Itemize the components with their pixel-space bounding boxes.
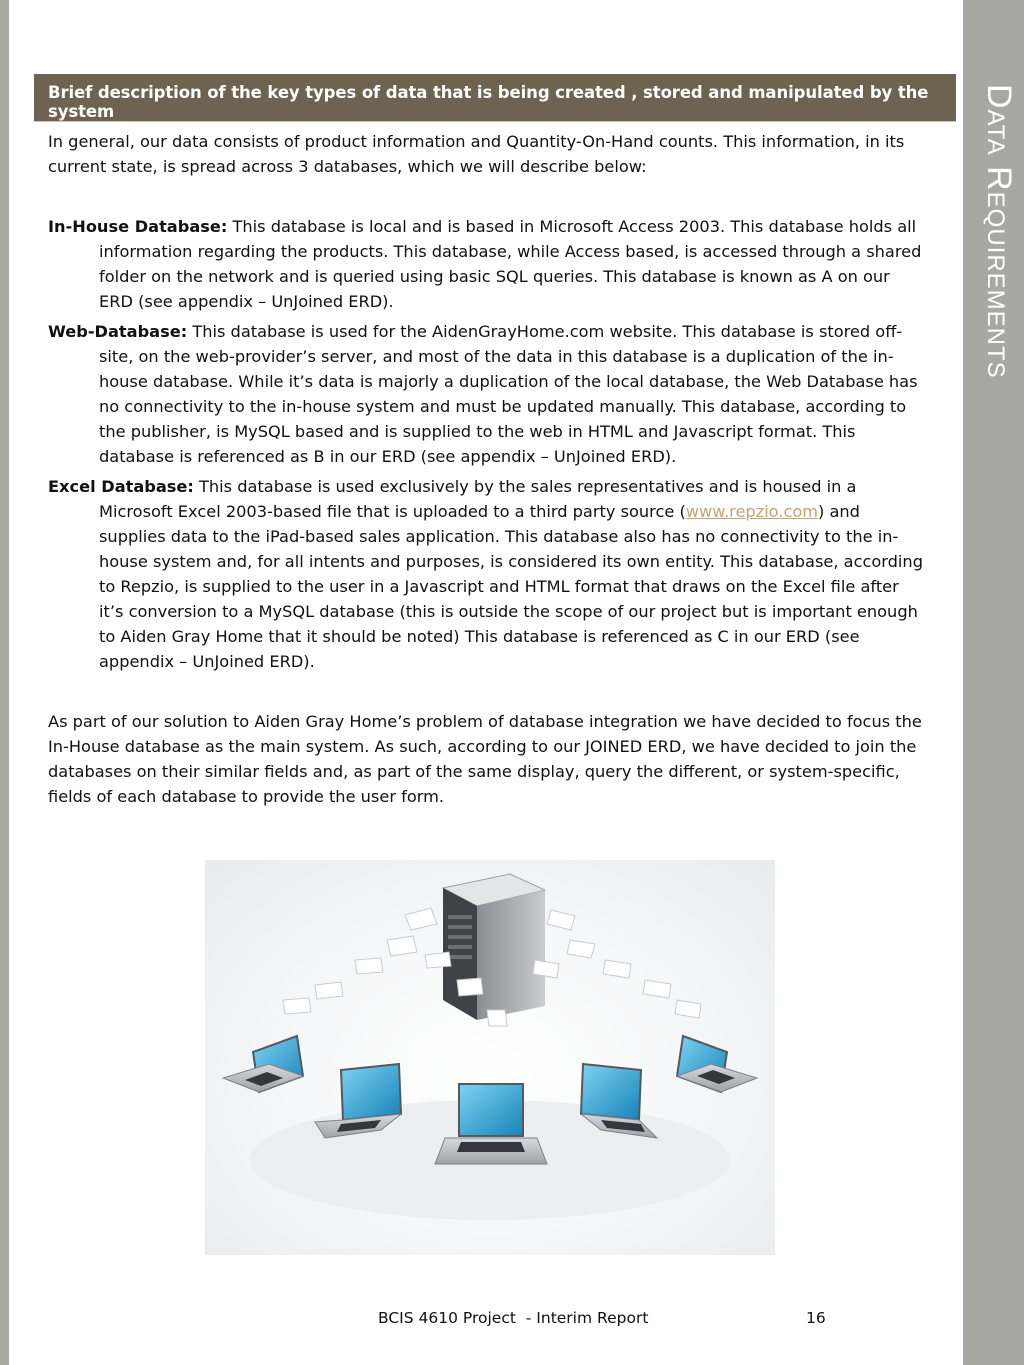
repzio-link[interactable]: www.repzio.com bbox=[685, 502, 819, 521]
page-number: 16 bbox=[806, 1309, 826, 1327]
left-margin-bar bbox=[0, 0, 9, 1365]
server-icon bbox=[443, 874, 545, 1020]
database-description: This database is used exclusively by the sales representatives and is housed in a Microsoft Excel 2003-based file that is uploaded to a third party source ( bbox=[99, 477, 857, 521]
intro-paragraph: In general, our data consists of product information and Quantity-On-Hand counts. This information, in its current state, is spread across 3 databases, which we will describe below: bbox=[48, 132, 905, 176]
server-laptops-illustration bbox=[205, 860, 775, 1255]
closing-paragraph: As part of our solution to Aiden Gray Home’s problem of database integration we have decided to focus the In-House database as the main system. As such, according to our JOINED ERD, we have decided to join the databases on their similar fields and, as part of the same display, query the different, or system-specific, fields of each database to provide the user form. bbox=[48, 712, 922, 806]
laptop-icon bbox=[677, 1036, 757, 1092]
section-header-title: Brief description of the key types of data that is being created , stored and manipulated by the system bbox=[48, 83, 929, 121]
database-label: Web-Database: bbox=[48, 322, 188, 341]
database-description: This database is local and is based in Microsoft Access 2003. This database holds all information regarding the products. This database, while Access based, is accessed through a shared folder on the network and is queried using basic SQL queries. This database is known as A on our ERD (see appendix – UnJoined ERD). bbox=[99, 217, 922, 311]
database-label: Excel Database: bbox=[48, 477, 194, 496]
laptop-icon bbox=[223, 1036, 303, 1092]
section-title-vertical: Data Requirements bbox=[980, 84, 1018, 379]
section-header bbox=[34, 74, 956, 122]
database-label: In-House Database: bbox=[48, 217, 228, 236]
list-item bbox=[48, 214, 928, 314]
list-item bbox=[48, 474, 928, 674]
network-illustration bbox=[205, 860, 775, 1255]
list-item bbox=[48, 319, 928, 469]
footer-report-title: BCIS 4610 Project - Interim Report bbox=[378, 1309, 649, 1327]
database-list bbox=[48, 214, 928, 679]
database-description-continued: ) and supplies data to the iPad-based sales application. This database also has no connectivity to the in-house system and, for all intents and purposes, is considered its own entity. This database, according to Repzio, is supplied to the user in a Javascript and HTML format that draws on the Excel file after it’s conversion to a MySQL database (this is outside the scope of our project but is important enough to Aiden Gray Home that it should be noted) This database is referenced as C in our ERD (see appendix – UnJoined ERD). bbox=[99, 502, 923, 671]
database-description: This database is used for the AidenGrayHome.com website. This database is stored off-site, on the web-provider’s server, and most of the data in this database is a duplication of the in-house database. While it’s data is majorly a duplication of the local database, the Web Database has no connectivity to the in-house system and must be updated manually. This database, according to the publisher, is MySQL based and is supplied to the web in HTML and Javascript format. This database is referenced as B in our ERD (see appendix – UnJoined ERD). bbox=[99, 322, 918, 466]
